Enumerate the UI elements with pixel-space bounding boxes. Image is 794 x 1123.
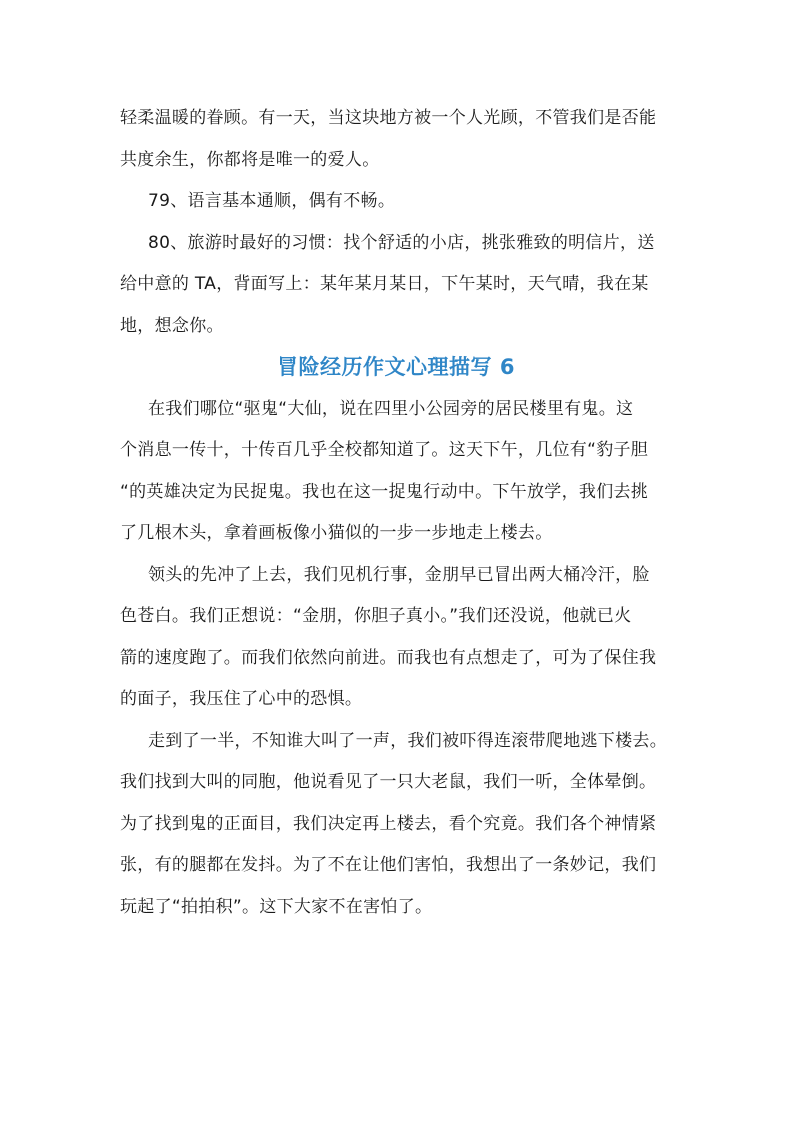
text-line: 79、语言基本通顺，偶有不畅。 (148, 191, 396, 211)
text-line: 共度余生，你都将是唯一的爱人。 (120, 149, 380, 170)
text-line: 给中意的 TA，背面写上：某年某月某日，下午某时，天气晴，我在某 (120, 274, 649, 294)
text-line: 走到了一半，不知谁大叫了一声，我们被吓得连滚带爬地逃下楼去。 (148, 730, 667, 751)
text-line: 玩起了“拍拍积”。这下大家不在害怕了。 (120, 896, 433, 917)
text-line: 色苍白。我们正想说：“金朋，你胆子真小。”我们还没说，他就已火 (120, 606, 632, 626)
text-line: 箭的速度跑了。而我们依然向前进。而我也有点想走了，可为了保住我 (120, 647, 657, 668)
paragraph-story-3 (120, 721, 676, 929)
text-line: “的英雄决定为民捉鬼。我也在这一捉鬼行动中。下午放学，我们去挑 (120, 481, 649, 502)
paragraph-story-2 (120, 555, 676, 721)
paragraph-story-1 (120, 389, 676, 555)
text-line: 的面子，我压住了心中的恐惧。 (120, 689, 363, 709)
text-line: 了几根木头，拿着画板像小猫似的一步一步地走上楼去。 (120, 523, 553, 543)
text-line: 在我们哪位“驱鬼“大仙，说在四里小公园旁的居民楼里有鬼。这 (148, 398, 634, 419)
document-body (120, 98, 676, 928)
text-line: 张，有的腿都在发抖。为了不在让他们害怕，我想出了一条妙记，我们 (120, 855, 657, 875)
text-line: 个消息一传十，十传百几乎全校都知道了。这天下午，几位有“豹子胆 (120, 440, 649, 460)
text-line: 80、旅游时最好的习惯：找个舒适的小店，挑张雅致的明信片，送 (148, 232, 655, 253)
text-line: 为了找到鬼的正面目，我们决定再上楼去，看个究竟。我们各个神情紧 (120, 813, 657, 834)
text-line: 我们找到大叫的同胞，他说看见了一只大老鼠，我们一听，全体晕倒。 (120, 772, 657, 792)
text-line: 轻柔温暖的眷顾。有一天，当这块地方被一个人光顾，不管我们是否能 (120, 108, 657, 128)
paragraph-80 (120, 223, 676, 348)
section-title: 冒险经历作文心理描写 6 (277, 355, 515, 379)
paragraph-79 (120, 181, 676, 223)
text-line: 地，想念你。 (120, 315, 224, 336)
text-line: 领头的先冲了上去，我们见机行事，金朋早已冒出两大桶冷汗，脸 (148, 564, 650, 585)
paragraph-continuation (120, 98, 676, 181)
